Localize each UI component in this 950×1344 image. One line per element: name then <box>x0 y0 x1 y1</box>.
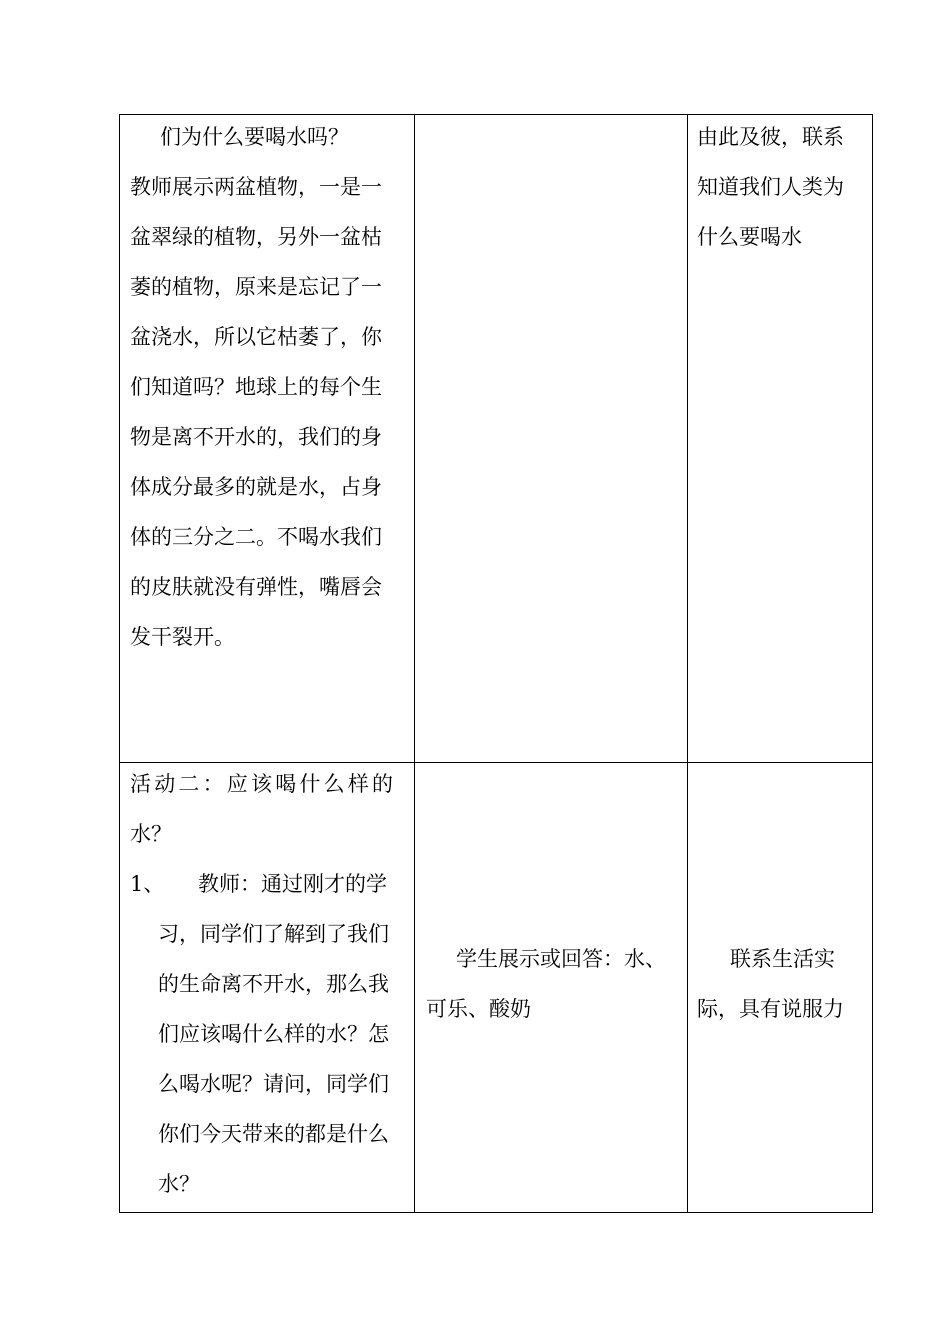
column-divider-1 <box>414 114 415 1213</box>
table-bottom-border <box>119 1212 873 1213</box>
text-line: 习，同学们了解到了我们 <box>158 922 389 946</box>
text-line: 么喝水呢？请问，同学们 <box>158 1072 389 1096</box>
item-body <box>130 859 396 1209</box>
item-number: 1、 <box>130 872 165 896</box>
row2-design-intent-cell <box>697 934 844 1034</box>
activity-heading: 活动二：应该喝什么样的 <box>130 772 397 796</box>
text-line: 萎的植物，原来是忘记了一 <box>130 275 382 299</box>
text-line: 体成分最多的就是水，占身 <box>130 475 382 499</box>
text-line: 体的三分之二。不喝水我们 <box>130 525 382 549</box>
numbered-item <box>130 859 396 1209</box>
text-line: 可乐、酸奶 <box>426 997 531 1021</box>
text-line: 教师展示两盆植物，一是一 <box>130 175 382 199</box>
text-line: 们为什么要喝水吗？ <box>160 125 349 149</box>
text-line: 际，具有说服力 <box>697 997 844 1021</box>
text-line: 物是离不开水的，我们的身 <box>130 425 382 449</box>
text-line: 的生命离不开水，那么我 <box>158 972 389 996</box>
text-line: 学生展示或回答：水、 <box>456 947 666 971</box>
row1-design-intent-cell <box>697 112 844 262</box>
text-line: 由此及彼，联系 <box>697 125 844 149</box>
text-line: 联系生活实 <box>730 947 835 971</box>
text-line: 教师：通过刚才的学 <box>198 872 387 896</box>
text-line: 盆浇水，所以它枯萎了，你 <box>130 325 382 349</box>
text-line: 盆翠绿的植物，另外一盆枯 <box>130 225 382 249</box>
text-line: 们应该喝什么样的水？怎 <box>158 1022 389 1046</box>
column-divider-2 <box>687 114 688 1213</box>
activity-heading: 水？ <box>130 822 172 846</box>
row2-teacher-activity-cell <box>130 759 396 1209</box>
table-left-border <box>119 114 120 1213</box>
text-line: 的皮肤就没有弹性，嘴唇会 <box>130 575 382 599</box>
text-line: 什么要喝水 <box>697 225 802 249</box>
text-line: 知道我们人类为 <box>697 175 844 199</box>
row2-student-activity-cell <box>426 934 666 1034</box>
text-line: 们知道吗？地球上的每个生 <box>130 375 382 399</box>
row1-teacher-activity-cell <box>130 112 382 662</box>
text-line: 发干裂开。 <box>130 625 235 649</box>
table-right-border <box>872 114 873 1213</box>
text-line: 你们今天带来的都是什么 <box>158 1122 389 1146</box>
text-line: 水？ <box>158 1172 200 1196</box>
